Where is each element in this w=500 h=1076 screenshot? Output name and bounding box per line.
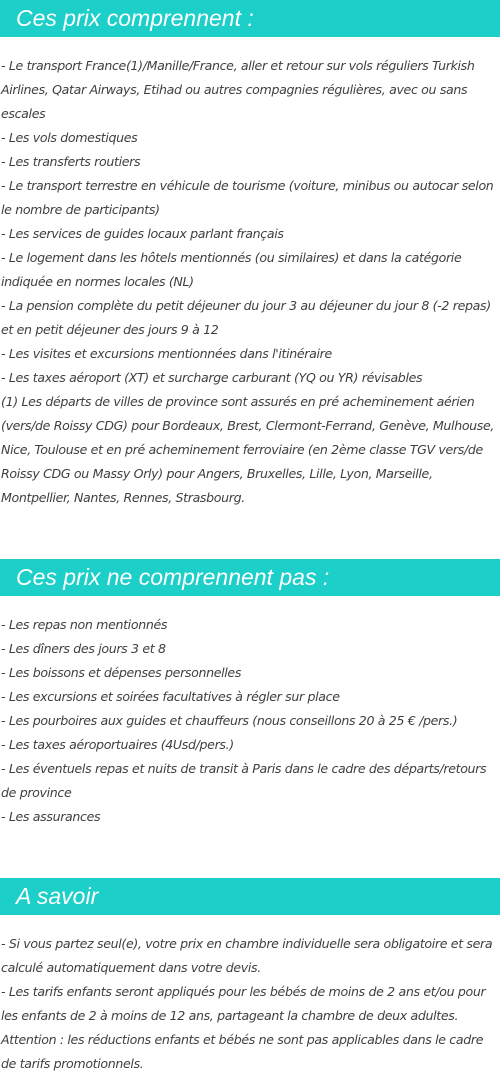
list-item: - Le transport terrestre en véhicule de tourisme (voiture, minibus ou autocar selon le nombre de participants) bbox=[1, 178, 494, 217]
list-item: - Les assurances bbox=[1, 809, 101, 824]
list-item: - Les excursions et soirées facultatives à régler sur place bbox=[1, 689, 340, 704]
info-section bbox=[0, 878, 500, 1076]
list-item: - Les tarifs enfants seront appliqués pour les bébés de moins de 2 ans et/ou pour les enfants de 2 à moins de 12 ans, partageant la chambre de deux adultes. bbox=[1, 984, 486, 1023]
list-item: - Si vous partez seul(e), votre prix en chambre individuelle sera obligatoire et sera calculé automatiquement dans votre devis. bbox=[1, 936, 493, 975]
list-item: - Les pourboires aux guides et chauffeurs (nous conseillons 20 à 25 € /pers.) bbox=[1, 713, 458, 728]
list-item: - Les boissons et dépenses personnelles bbox=[1, 665, 242, 680]
list-item: - Les éventuels repas et nuits de transit à Paris dans le cadre des départs/retours de province bbox=[1, 761, 487, 800]
info-list bbox=[0, 932, 500, 1076]
attention-note: Attention : les réductions enfants et bébés ne sont pas applicables dans le cadre de tarifs promotionnels. bbox=[1, 1032, 484, 1071]
list-item: - Les vols domestiques bbox=[1, 130, 138, 145]
included-heading: Ces prix comprennent : bbox=[0, 0, 500, 37]
excluded-list bbox=[0, 613, 500, 829]
included-list bbox=[0, 54, 500, 510]
list-item: - Les dîners des jours 3 et 8 bbox=[1, 641, 166, 656]
footnote: (1) Les départs de villes de province sont assurés en pré acheminement aérien (vers/de Roissy CDG) pour Bordeaux, Brest, Clermont-Ferrand, Genève, Mulhouse, Nice, Toulouse et en pré acheminement ferroviaire (en 2ème classe TGV vers/de Roissy CDG ou Massy Orly) pour Angers, Bruxelles, Lille, Lyon, Marseille, Montpellier, Nantes, Rennes, Strasbourg. bbox=[1, 394, 495, 505]
list-item: - La pension complète du petit déjeuner du jour 3 au déjeuner du jour 8 (-2 repas) et en petit déjeuner des jours 9 à 12 bbox=[1, 298, 491, 337]
list-item: - Les taxes aéroportuaires (4Usd/pers.) bbox=[1, 737, 234, 752]
list-item: - Le logement dans les hôtels mentionnés (ou similaires) et dans la catégorie indiquée en normes locales (NL) bbox=[1, 250, 462, 289]
excluded-heading: Ces prix ne comprennent pas : bbox=[0, 559, 500, 596]
list-item: - Les repas non mentionnés bbox=[1, 617, 168, 632]
list-item: - Les taxes aéroport (XT) et surcharge carburant (YQ ou YR) révisables bbox=[1, 370, 423, 385]
info-heading: A savoir bbox=[0, 878, 500, 915]
included-section bbox=[0, 0, 500, 510]
list-item: - Le transport France(1)/Manille/France, aller et retour sur vols réguliers Turkish Airlines, Qatar Airways, Etihad ou autres compagnies régulières, avec ou sans escales bbox=[1, 58, 475, 121]
list-item: - Les transferts routiers bbox=[1, 154, 141, 169]
list-item: - Les visites et excursions mentionnées dans l'itinéraire bbox=[1, 346, 332, 361]
list-item: - Les services de guides locaux parlant français bbox=[1, 226, 284, 241]
excluded-section bbox=[0, 559, 500, 829]
